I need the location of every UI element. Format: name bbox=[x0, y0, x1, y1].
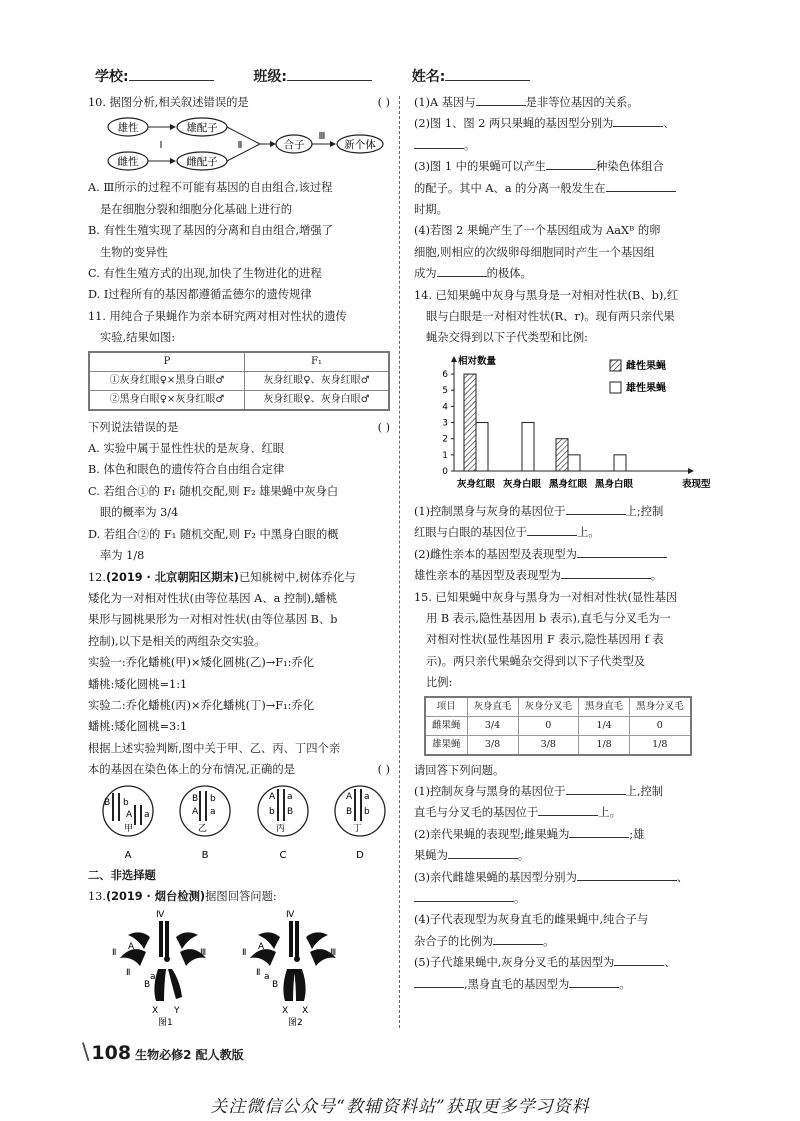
svg-text:X: X bbox=[302, 1006, 309, 1017]
left-column: 10. 据图分析,相关叙述错误的是 ( ) 雄性 雌性 Ⅰ 雄配子 雌配子 Ⅱ 合子 Ⅲ 新个体 A. Ⅲ所示的过程不可能有基因的自由组合,该过程 是在细胞分裂和细胞分化基础上进行的 B. 有性生殖实现了基因的分离和自由组合,增强了 生物的变异性 C. 有性生殖方式的出现,加快了生物进化的进程 D. Ⅰ过程所有的基因都遵循孟德尔的遗传规律 11. 用纯合子果蝇作为亲本研究两对相对性状的遗传 实验,结果如图: P F₁ ①灰身红眼♀×黑身白眼♂ 灰身红眼♀、灰身红眼♂ ②黑身白眼♀×灰身红眼♂ 灰身红眼♀、灰身白眼♂ 下列说法错误的是 ( ) A. 实验中属于显性性状的是灰身、红眼 B. 体色和眼色的遗传符合自由组合定律 C. 若组合①的 F₁ 随机交配,则 F₂ 雄果蝇中灰身白 眼的概率为 3/4 D. 若组合②的 F₁ 随机交配,则 F₂ 中黑身白眼的概 率为 1/8 12.(2019 · 北京朝阳区期末)已知桃树中,树体乔化与 矮化为一对相对性状(由等位基因 A、a 控制),蟠桃 果形与圆桃果形为一对相对性状(由等位基因 B、b 控制),以下是相关的两组杂交实验。 实验一:乔化蟠桃(甲)×矮化圆桃(乙)→F₁:乔化 蟠桃:矮化圆桃=1:1 实验二:乔化蟠桃(丙)×乔化蟠桃(丁)→F₁:乔化 蟠桃:矮化圆桃=3:1 根据上述实验判断,图中关于甲、乙、丙、丁四个亲 本的基因在染色体上的分布情况,正确的是 ( ) B b A a 甲 A B b A a 乙 B A a b B 丙 C A a B b 丁 D 二、非选择题 13.(2019 · 烟台检测)据图回答问题: Ⅳ Ⅱ A Ⅲ a Ⅱ B X Y 图1 Ⅳ Ⅱ A Ⅲ a Ⅱ B X X 图2 bbox=[88, 92, 390, 1029]
bar-female bbox=[464, 374, 476, 471]
svg-text:B: B bbox=[144, 980, 151, 991]
legend-label: 雌性果蝇 bbox=[626, 360, 666, 372]
svg-text:X: X bbox=[282, 1006, 289, 1017]
x-tick-label: 灰身白眼 bbox=[502, 478, 542, 490]
y-tick-label: 1 bbox=[442, 450, 448, 461]
y-axis-arrow bbox=[451, 356, 457, 362]
q15-1-blank-a[interactable] bbox=[566, 782, 626, 795]
q15-table: 项目 灰身直毛 灰身分叉毛 黑身直毛 黑身分叉毛 雌果蝇 3/4 0 1/4 0 雄果蝇 3/8 3/8 1/8 1/8 bbox=[424, 696, 692, 756]
bar-male bbox=[522, 422, 534, 470]
bar-male bbox=[614, 455, 626, 471]
q10-stem: 10. 据图分析,相关叙述错误的是 ( ) bbox=[88, 96, 390, 109]
right-column: (1)A 基因与 是非等位基因的关系。 (2)图 1、图 2 两只果蝇的基因型分别为 、 。 (3)图 1 中的果蝇可以产生 种染色体组合 的配子。其中 A、a 的分离一般发生在 时期。 (4)若图 2 果蝇产生了一个基因组成为 AaXᴮ 的卵 细胞,则相应的次级卵母细胞同时产生一个基因组 成为 的极体。 14. 已知果蝇中灰身与黑身是一对相对性状(B、b),红 眼与白眼是一对相对性状(R、r)。现有两只亲代果 蝇杂交得到以下子代类型和比例: 0 1 2 3 4 5 6 相对数量 表现型 灰身红眼 灰身白眼 黑身红眼 黑身白眼 雌性果蝇 雄性果蝇 (1)控制黑身与灰身的基因位于 上;控制 红眼与白眼的基因位于 上。 (2)雌性亲本的基因型及表现型为 雄性亲本的基因型及表现型为 。 15. 已知果蝇中灰身与黑身为一对相对性状(显性基因 用 B 表示,隐性基因用 b 表示),直毛与分叉毛为一 对相对性状(显性基因用 F 表示,隐性基因用 f 表 示)。两只亲代果蝇杂交得到以下子代类型及 比例: 项目 灰身直毛 灰身分叉毛 黑身直毛 黑身分叉毛 雌果蝇 3/4 0 1/4 0 雄果蝇 3/8 3/8 1/8 1/8 请回答下列问题。 (1)控制灰身与黑身的基因位于 上,控制 直毛与分叉毛的基因位于 上。 (2)亲代果蝇的表现型;雌果蝇为 ;雄 果蝇为 。 (3)亲代雌雄果蝇的基因型分别为 、 。 (4)子代表现型为灰身直毛的雌果蝇中,纯合子与 杂合子的比例为 。 (5)子代雄果蝇中,灰身分叉毛的基因型为 、 ,黑身直毛的基因型为 。 bbox=[414, 92, 718, 995]
svg-text:A: A bbox=[128, 942, 135, 953]
svg-text:Y: Y bbox=[174, 1006, 180, 1017]
svg-text:图2: 图2 bbox=[288, 1018, 303, 1029]
x-axis-label: 表现型 bbox=[682, 478, 711, 490]
svg-text:A: A bbox=[269, 791, 276, 802]
cell-b[interactable] bbox=[180, 786, 230, 861]
newbody-text: 新个体 bbox=[344, 139, 376, 152]
header bbox=[95, 66, 530, 86]
q13-stem: 13.(2019 · 烟台检测)据图回答问题: bbox=[88, 889, 277, 903]
sperm-text: 雄配子 bbox=[186, 122, 218, 135]
section-heading: 二、非选择题 bbox=[88, 868, 156, 882]
q14-1-blank-b[interactable] bbox=[527, 523, 577, 536]
table-row: 雄果蝇 3/8 3/8 1/8 1/8 bbox=[425, 735, 691, 755]
svg-text:Ⅲ: Ⅲ bbox=[200, 948, 207, 959]
figure-1 bbox=[112, 910, 206, 1028]
page-number: 108 bbox=[91, 1042, 132, 1064]
svg-text:甲: 甲 bbox=[124, 823, 134, 834]
step1-label: Ⅰ bbox=[159, 140, 163, 152]
q13-2-blank-a[interactable] bbox=[613, 114, 663, 127]
q11-table: P F₁ ①灰身红眼♀×黑身白眼♂ 灰身红眼♀、灰身红眼♂ ②黑身白眼♀×灰身红眼♂ 灰身红眼♀、灰身白眼♂ bbox=[88, 351, 390, 411]
y-tick-label: 4 bbox=[442, 402, 448, 413]
egg-text: 雌配子 bbox=[186, 156, 218, 169]
svg-text:a: a bbox=[150, 972, 156, 983]
table-row: 雌果蝇 3/4 0 1/4 0 bbox=[425, 716, 691, 735]
class-label: 班级: bbox=[253, 69, 287, 85]
y-tick-label: 2 bbox=[442, 434, 448, 445]
svg-text:b: b bbox=[269, 806, 275, 817]
svg-text:Ⅱ: Ⅱ bbox=[112, 948, 117, 959]
y-tick-label: 6 bbox=[442, 369, 448, 380]
cell-c[interactable] bbox=[258, 786, 308, 861]
step3-label: Ⅲ bbox=[318, 131, 326, 143]
legend-label: 雄性果蝇 bbox=[626, 382, 666, 394]
svg-text:乙: 乙 bbox=[198, 823, 208, 834]
svg-text:a: a bbox=[210, 806, 216, 817]
svg-text:D: D bbox=[356, 849, 364, 861]
y-tick-label: 3 bbox=[442, 418, 448, 429]
female-text: 雌性 bbox=[117, 156, 139, 169]
svg-text:图1: 图1 bbox=[158, 1018, 173, 1029]
legend-swatch bbox=[610, 360, 621, 371]
name-blank[interactable] bbox=[445, 68, 530, 81]
q15-2-blank-b[interactable] bbox=[448, 846, 518, 859]
q15-3-blank-a[interactable] bbox=[577, 868, 677, 881]
bar-male bbox=[568, 455, 580, 471]
y-tick-label: 0 bbox=[442, 466, 448, 477]
q11-option-a[interactable]: A. 实验中属于显性性状的是灰身、红眼 bbox=[88, 442, 285, 456]
bar-male bbox=[476, 422, 488, 470]
cell-a[interactable] bbox=[103, 786, 153, 861]
q15-1-blank-b[interactable] bbox=[538, 803, 598, 816]
svg-text:b: b bbox=[364, 806, 370, 817]
school-blank[interactable] bbox=[129, 68, 214, 81]
q15-5-blank-b[interactable] bbox=[414, 975, 464, 988]
q13-3-blank-a[interactable] bbox=[546, 157, 596, 170]
school-label: 学校: bbox=[95, 69, 129, 85]
svg-text:B: B bbox=[287, 806, 294, 817]
q10-option-a[interactable]: A. Ⅲ所示的过程不可能有基因的自由组合,该过程 bbox=[88, 181, 333, 195]
svg-text:B: B bbox=[346, 806, 353, 817]
legend-swatch bbox=[610, 382, 621, 393]
svg-text:a: a bbox=[364, 791, 370, 802]
q11-option-c[interactable]: C. 若组合①的 F₁ 随机交配,则 F₂ 雄果蝇中灰身白 bbox=[88, 484, 339, 498]
q13-4-blank[interactable] bbox=[437, 264, 487, 277]
svg-text:A: A bbox=[346, 791, 353, 802]
svg-text:B: B bbox=[201, 849, 209, 861]
svg-text:B: B bbox=[104, 797, 111, 808]
y-axis-label: 相对数量 bbox=[458, 355, 497, 367]
q15-5-blank-a[interactable] bbox=[614, 953, 664, 966]
x-tick-label: 灰身红眼 bbox=[456, 478, 496, 490]
q11-option-d[interactable]: D. 若组合②的 F₁ 随机交配,则 F₂ 中黑身白眼的概 bbox=[88, 527, 339, 541]
step2-label: Ⅱ bbox=[237, 140, 243, 152]
q12-stem: 12.(2019 · 北京朝阳区期末)已知桃树中,树体乔化与 bbox=[88, 570, 356, 584]
q15-3-blank-b[interactable] bbox=[414, 889, 514, 902]
svg-text:Ⅲ: Ⅲ bbox=[330, 948, 337, 959]
name-label: 姓名: bbox=[411, 69, 446, 85]
q12-cells bbox=[88, 781, 390, 863]
svg-text:b: b bbox=[210, 793, 216, 804]
q10-option-b[interactable]: B. 有性生殖实现了基因的分离和自由组合,增强了 bbox=[88, 224, 334, 238]
q15-4-blank[interactable] bbox=[493, 932, 543, 945]
svg-text:a: a bbox=[144, 809, 150, 820]
svg-text:B: B bbox=[272, 980, 279, 991]
bottom-banner: 关注微信公众号“教辅资料站”获取更多学习资料 bbox=[210, 1097, 590, 1117]
page-footer: \ 108 生物必修2 配人教版 bbox=[82, 1040, 244, 1065]
q13-figures bbox=[88, 907, 390, 1029]
q10-diagram bbox=[98, 113, 400, 177]
q14-2-blank-b[interactable] bbox=[561, 566, 651, 579]
q11-option-b[interactable]: B. 体色和眼色的遗传符合自由组合定律 bbox=[88, 463, 285, 477]
svg-text:X: X bbox=[152, 1006, 159, 1017]
q15-2-blank-a[interactable] bbox=[569, 825, 629, 838]
svg-text:a: a bbox=[287, 791, 293, 802]
q10-option-d[interactable]: D. Ⅰ过程所有的基因都遵循孟德尔的遗传规律 bbox=[88, 288, 312, 302]
q14-1-blank-a[interactable] bbox=[566, 502, 626, 515]
svg-text:丙: 丙 bbox=[276, 823, 286, 834]
male-text: 雄性 bbox=[117, 122, 139, 135]
svg-text:丁: 丁 bbox=[353, 823, 363, 834]
svg-text:B: B bbox=[192, 793, 199, 804]
q15-stem: 15. 已知果蝇中灰身与黑身为一对相对性状(显性基因 bbox=[414, 590, 678, 604]
q13-1-blank[interactable] bbox=[476, 93, 526, 106]
column-divider bbox=[399, 96, 400, 1028]
cell-d[interactable] bbox=[335, 786, 385, 861]
x-axis-arrow bbox=[688, 468, 694, 474]
q14-2-blank-a[interactable] bbox=[577, 545, 667, 558]
svg-text:Ⅳ: Ⅳ bbox=[286, 910, 295, 921]
zygote-text: 合子 bbox=[283, 139, 305, 152]
svg-text:A: A bbox=[258, 942, 265, 953]
y-tick-label: 5 bbox=[442, 386, 448, 397]
svg-text:Ⅳ: Ⅳ bbox=[156, 910, 165, 921]
svg-text:Ⅱ: Ⅱ bbox=[126, 968, 131, 979]
q14-bar-chart bbox=[414, 349, 714, 501]
q13-2-blank-b[interactable] bbox=[414, 136, 464, 149]
figure-2 bbox=[242, 910, 336, 1028]
x-tick-label: 黑身红眼 bbox=[548, 478, 588, 490]
svg-text:a: a bbox=[264, 972, 270, 983]
svg-text:Ⅱ: Ⅱ bbox=[256, 968, 261, 979]
svg-text:C: C bbox=[279, 849, 287, 861]
bar-female bbox=[556, 439, 568, 471]
book-title: 生物必修2 配人教版 bbox=[135, 1048, 244, 1062]
svg-text:A: A bbox=[126, 809, 133, 820]
svg-text:A: A bbox=[192, 806, 199, 817]
q10-option-c[interactable]: C. 有性生殖方式的出现,加快了生物进化的进程 bbox=[88, 267, 322, 281]
class-blank[interactable] bbox=[287, 68, 372, 81]
q11-stem: 11. 用纯合子果蝇作为亲本研究两对相对性状的遗传 bbox=[88, 309, 347, 323]
svg-text:A: A bbox=[124, 849, 132, 861]
svg-text:b: b bbox=[123, 797, 129, 808]
q14-stem: 14. 已知果蝇中灰身与黑身是一对相对性状(B、b),红 bbox=[414, 288, 679, 302]
q13-3-blank-b[interactable] bbox=[606, 179, 676, 192]
svg-text:Ⅱ: Ⅱ bbox=[242, 948, 247, 959]
q15-5-blank-c[interactable] bbox=[569, 975, 619, 988]
x-tick-label: 黑身白眼 bbox=[594, 478, 634, 490]
